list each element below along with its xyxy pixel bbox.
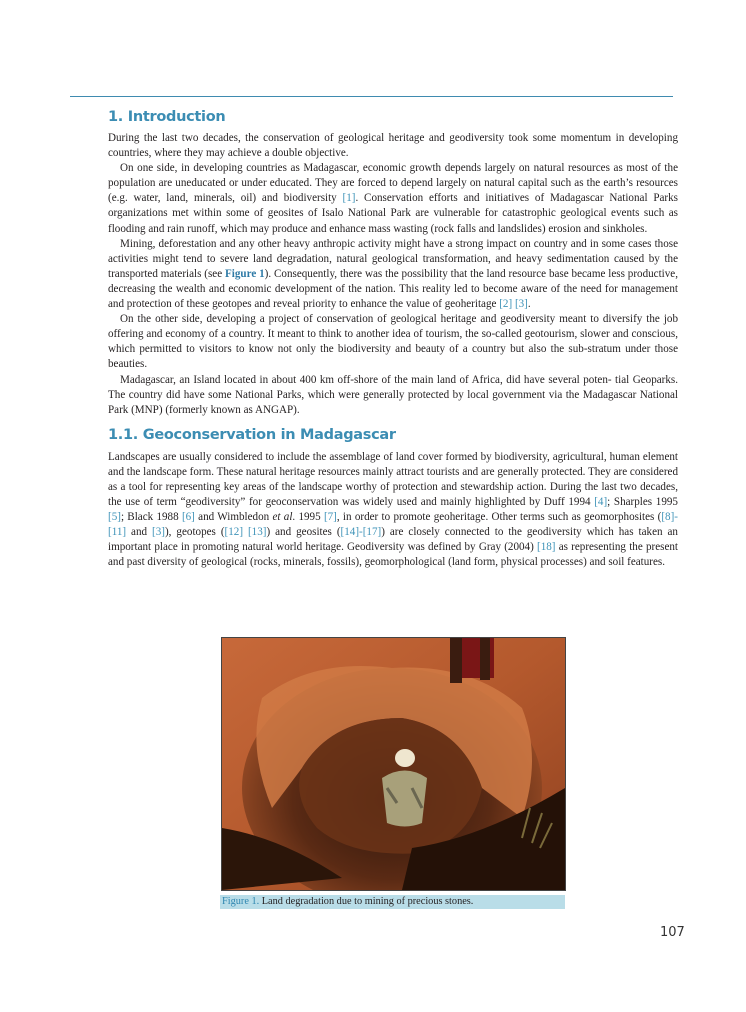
intro-p2-text-b: . Conservation efforts and initiatives of Madagascar National Parks organizations met within some of geosites of Isalo National Park are vulnerable for catastrophic geological events such as flooding and rain runoff, which may produce and enhance mass wasting (rock falls and landslides) erosion and sinkholes. (108, 192, 678, 235)
intro-p4-text: On the other side, developing a project of conservation of geological heritage and geodiversity meant to diversify the job offering and economy of a country. It meant to think to another idea of tourism, the so-called geotourism, slower and conscious, which permitted to visitors to know not only the biodiversity and beauty of a country but also the sub-stratum under those beauties. (108, 313, 678, 371)
figure-1-caption (220, 895, 565, 909)
sub-p1-text-a: Landscapes are usually considered to include the assemblage of land cover formed by biodiversity, agricultural, human element and the landscape form. These natural heritage resources mainly attract tourists and are generally protected. They are considered as a tool for representing key areas of the landscape worthy of protection and stewardship action. During the last two decades, the use of term “geodiversity” for geoconservation was widely used and mainly highlighted by Duff 1994 (108, 450, 678, 509)
mining-pit-illustration (222, 638, 565, 890)
intro-p3-text-a: Mining, deforestation and any other heavy anthropic activity might have a strong impact on country and in some cases those activities might tend to severe land degradation, natural geological transformation, and heavy sedimentation caused by the transported materials (see (108, 237, 678, 280)
sub-p1-text-j: ) are closely connected to the geodiversity which has taken an important place in promoting natural world heritage. Geodiversity was defined by Gray (2004) (108, 526, 678, 554)
paragraph-geoconservation-1 (108, 450, 678, 571)
section-heading-introduction: 1. Introduction (108, 109, 226, 125)
citation-link-7[interactable]: [7] (323, 511, 337, 524)
intro-p1-text: During the last two decades, the conservation of geological heritage and geodiversity took some momentum in developing countries, where they may achieve a double objective. (108, 132, 678, 160)
sub-p1-text-b: ; Sharples 1995 (607, 496, 678, 509)
sub-p1-text-g: and (126, 526, 153, 539)
citation-link-2[interactable]: [2] (499, 298, 513, 311)
figure-1-photo (221, 637, 566, 891)
citation-link-3[interactable]: [3] (514, 298, 528, 311)
paragraph-intro-2 (108, 161, 678, 236)
intro-p3-text-c: . (527, 298, 531, 311)
figure-1-caption-text: Land degradation due to mining of precious stones. (259, 896, 474, 907)
citation-link-1[interactable]: [1] (342, 192, 356, 205)
paragraph-intro-3 (108, 237, 678, 312)
sub-p1-text-e: . 1995 (292, 511, 324, 524)
figure-1-label: Figure 1. (222, 896, 260, 907)
intro-p2-text-a: On one side, in developing countries as Madagascar, economic growth depends largely on natural resources as most of the population are uneducated or under educated. They are forced to depend largely on natural capital such as the earth’s resources (e.g. water, land, minerals, oil) and biodiversity (108, 162, 678, 205)
citation-link-8-11[interactable]: [8]-[11] (108, 511, 678, 539)
citation-link-5[interactable]: [5] (108, 511, 121, 524)
intro-p3-text-b: ). Consequently, there was the possibility that the land resource base became less productive, decreasing the wealth and economic development of the nation. This reality led to become aware of the need for management and protection of these geotopes and reveal priority to enhance the value of geoheritage (108, 267, 678, 311)
citation-link-18[interactable]: [18] (537, 541, 556, 554)
paragraph-intro-5 (108, 373, 678, 418)
sub-p1-text-h: ), geotopes ( (164, 526, 225, 539)
header-rule (70, 96, 673, 97)
sub-p1-text-c: ; Black 1988 (120, 511, 182, 524)
paragraph-intro-1 (108, 131, 678, 161)
intro-p5-text: Madagascar, an Island located in about 400 km off-shore of the main land of Africa, did have several poten- tial Geoparks. The country did have some National Parks, which were generally protected by local government via the Madagascar National Park (MNP) (formerly known as ANGAP). (108, 373, 678, 416)
section-heading-geoconservation: 1.1. Geoconservation in Madagascar (108, 426, 396, 443)
sub-p1-text-i: ) and geosites ( (266, 526, 341, 539)
citation-link-12-13[interactable]: [12] [13] (224, 526, 267, 539)
sub-p1-text-f: , in order to promote geoheritage. Other terms such as geomorphosites ( (336, 511, 662, 524)
citation-link-6[interactable]: [6] (181, 511, 195, 524)
sub-p1-text-k: as representing the present and past diversity of geological (rocks, minerals, fossils), geomorphological (land form, physical processes) and soil features. (108, 541, 678, 569)
citation-link-3b[interactable]: [3] (152, 526, 165, 539)
sub-p1-text-d: and Wimbledon (194, 511, 273, 524)
citation-link-4[interactable]: [4] (594, 496, 608, 509)
page-number: 107 (660, 925, 685, 940)
paragraph-intro-4 (108, 312, 678, 372)
citation-link-14-17[interactable]: [14]-[17] (340, 526, 382, 539)
et-al-italic: et al (272, 511, 293, 524)
figure-1-link[interactable]: Figure 1 (225, 267, 265, 280)
article-body (108, 108, 678, 571)
